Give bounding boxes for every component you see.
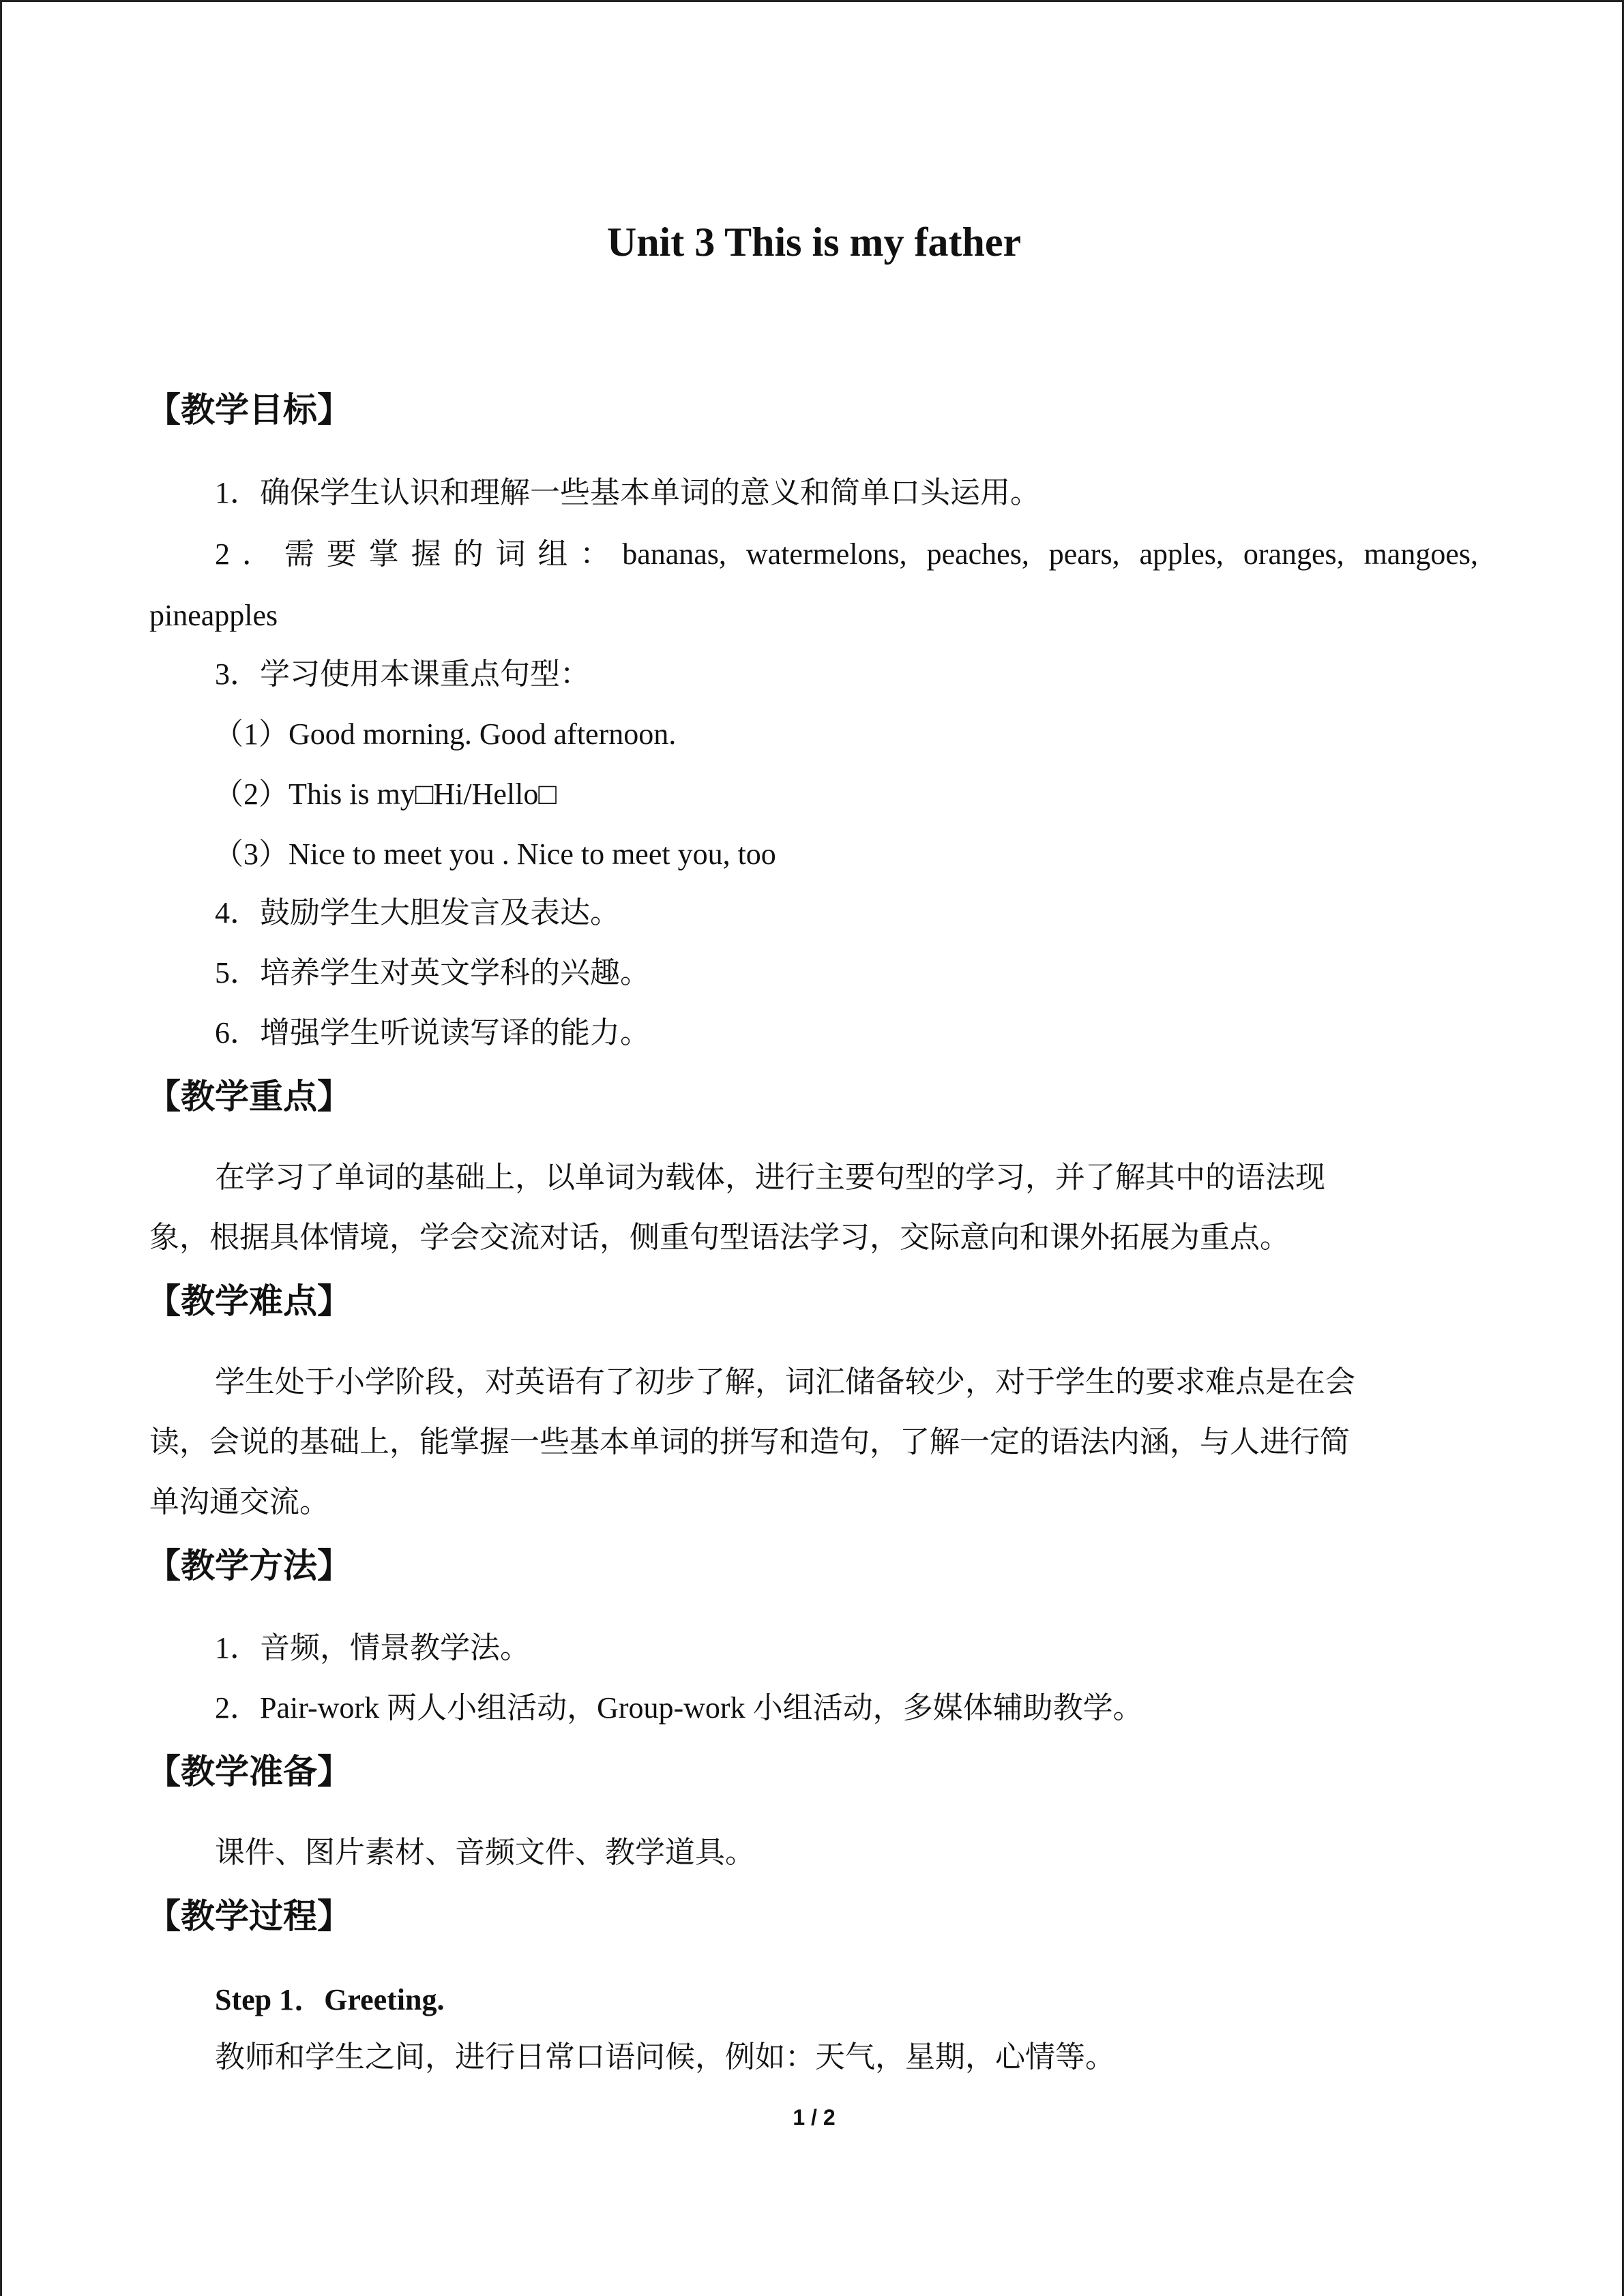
document-title: Unit 3 This is my father — [606, 220, 1022, 265]
difficulties-line: 读，会说的基础上，能掌握一些基本单词的拼写和造句，了解一定的语法内涵，与人进行简 — [149, 1425, 1350, 1459]
preparation-text: 课件、图片素材、音频文件、教学道具。 — [215, 1836, 755, 1869]
difficulties-line: 学生处于小学阶段，对英语有了初步了解，词汇储备较少，对于学生的要求难点是在会 — [215, 1365, 1355, 1399]
difficulties-line: 单沟通交流。 — [149, 1485, 329, 1519]
objective-item-continuation: pineapples — [149, 599, 278, 632]
objective-item: 2．需要掌握的词组：bananas, watermelons, peaches, pears, apples, oranges, mangoes, — [215, 537, 1478, 571]
objective-item: 5．培养学生对英文学科的兴趣。 — [215, 956, 650, 989]
heading-preparation: 【教学准备】 — [147, 1752, 351, 1791]
sentence-pattern: （2）This is my□Hi/Hello□ — [213, 777, 557, 811]
step-text: 教师和学生之间，进行日常口语问候，例如：天气，星期，心情等。 — [215, 2040, 1115, 2074]
objective-item: 4．鼓励学生大胆发言及表达。 — [215, 896, 620, 929]
heading-methods: 【教学方法】 — [147, 1546, 351, 1585]
sentence-pattern: （1）Good morning. Good afternoon. — [213, 717, 677, 751]
heading-objectives: 【教学目标】 — [147, 390, 351, 430]
key-points-line: 象，根据具体情境，学会交流对话，侧重句型语法学习，交际意向和课外拓展为重点。 — [149, 1221, 1290, 1254]
heading-difficulties: 【教学难点】 — [147, 1281, 351, 1321]
method-item: 2．Pair-work 两人小组活动，Group-work 小组活动，多媒体辅助教学。 — [215, 1691, 1143, 1725]
objective-item: 3．学习使用本课重点句型： — [215, 657, 590, 691]
key-points-line: 在学习了单词的基础上，以单词为载体，进行主要句型的学习，并了解其中的语法现 — [215, 1161, 1325, 1194]
heading-process: 【教学过程】 — [147, 1896, 351, 1936]
method-item: 1．音频，情景教学法。 — [215, 1631, 530, 1665]
heading-key-points: 【教学重点】 — [147, 1077, 351, 1116]
objective-item: 6．增强学生听说读写译的能力。 — [215, 1016, 650, 1049]
sentence-pattern: （3）Nice to meet you . Nice to meet you, too — [213, 837, 776, 871]
step-title: Step 1．Greeting. — [215, 1983, 445, 2016]
page-number: 1 / 2 — [793, 2105, 836, 2130]
objective-item: 1．确保学生认识和理解一些基本单词的意义和简单口头运用。 — [215, 476, 1040, 509]
